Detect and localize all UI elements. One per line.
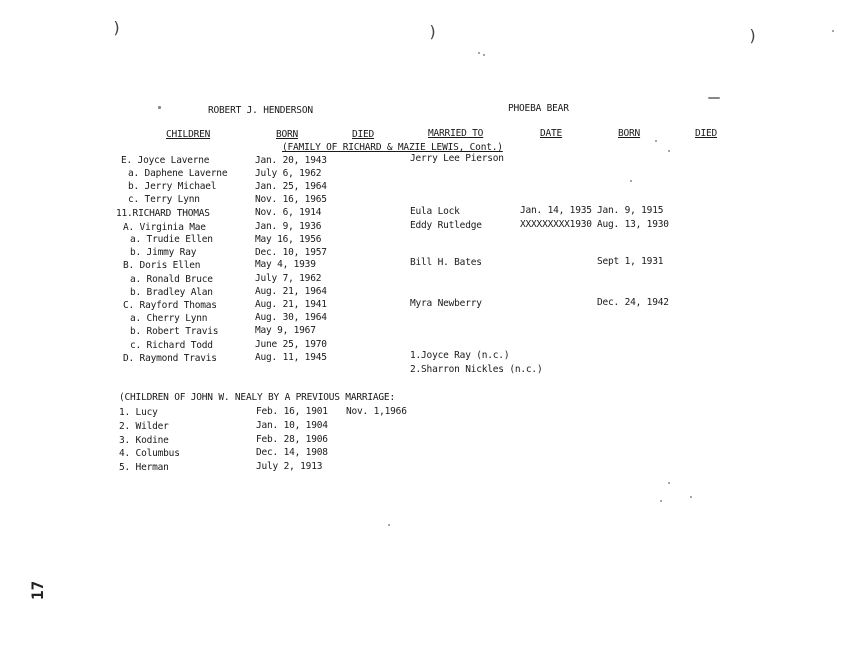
family-caption: (FAMILY OF RICHARD & MAZIE LEWIS, Cont.) xyxy=(282,142,503,153)
spouse-name-2: 2.Sharron Nickles (n.c.) xyxy=(410,364,543,375)
column-date: DATE xyxy=(540,128,563,139)
child-name: a. Ronald Bruce xyxy=(130,274,213,285)
child-name: 3. Kodine xyxy=(119,435,169,446)
birth-date: Aug. 11, 1945 xyxy=(255,352,327,363)
birth-date: Dec. 10, 1957 xyxy=(255,247,327,258)
spouse-birth-date: Jan. 9, 1915 xyxy=(597,205,664,216)
child-name: 11.RICHARD THOMAS xyxy=(116,208,210,219)
death-date: Nov. 1,1966 xyxy=(346,406,407,417)
birth-date: Aug. 30, 1964 xyxy=(255,312,327,323)
birth-date: Feb. 28, 1906 xyxy=(256,434,328,445)
spouse-birth-date: Dec. 24, 1942 xyxy=(597,297,669,308)
child-name: c. Richard Todd xyxy=(130,340,213,351)
spouse-name: Eula Lock xyxy=(410,206,460,217)
spouse-name: 1.Joyce Ray (n.c.) xyxy=(410,350,510,361)
column-died: DIED xyxy=(352,129,375,140)
birth-date: Jan. 10, 1904 xyxy=(256,420,328,431)
child-name: C. Rayford Thomas xyxy=(123,300,217,311)
left-parent-name: ROBERT J. HENDERSON xyxy=(208,105,313,116)
child-name: 1. Lucy xyxy=(119,407,158,418)
spouse-birth-date: Sept 1, 1931 xyxy=(597,256,664,267)
page-number: 17 xyxy=(28,580,47,600)
spouse-name: Eddy Rutledge xyxy=(410,220,482,231)
child-name: E. Joyce Laverne xyxy=(121,155,210,166)
birth-date: Jan. 9, 1936 xyxy=(255,221,322,232)
child-name: b. Robert Travis xyxy=(130,326,219,337)
marriage-date: Jan. 14, 1935 xyxy=(520,205,592,216)
previous-marriage-caption: (CHILDREN OF JOHN W. NEALY BY A PREVIOUS MARRIAGE: xyxy=(119,392,395,403)
child-name: 4. Columbus xyxy=(119,448,180,459)
birth-date: Jan. 25, 1964 xyxy=(255,181,327,192)
column-children: CHILDREN xyxy=(166,129,211,140)
child-name: A. Virginia Mae xyxy=(123,222,206,233)
child-name: 2. Wilder xyxy=(119,421,169,432)
child-name: b. Jerry Michael xyxy=(128,181,217,192)
birth-date: May 9, 1967 xyxy=(255,325,316,336)
punch-hole-mark: ) xyxy=(112,18,122,37)
marriage-date: XXXXXXXXX1930 xyxy=(520,219,592,230)
birth-date: Aug. 21, 1964 xyxy=(255,286,327,297)
birth-date: July 6, 1962 xyxy=(255,168,322,179)
punch-hole-mark: ) xyxy=(748,26,758,45)
child-name: b. Jimmy Ray xyxy=(130,247,197,258)
birth-date: Jan. 20, 1943 xyxy=(255,155,327,166)
column-born: BORN xyxy=(276,129,299,140)
child-name: B. Doris Ellen xyxy=(123,260,201,271)
birth-date: July 2, 1913 xyxy=(256,461,323,472)
child-name: a. Trudie Ellen xyxy=(130,234,213,245)
spouse-birth-date: Aug. 13, 1930 xyxy=(597,219,669,230)
birth-date: Dec. 14, 1908 xyxy=(256,447,328,458)
child-name: b. Bradley Alan xyxy=(130,287,213,298)
birth-date: May 4, 1939 xyxy=(255,259,316,270)
child-name: D. Raymond Travis xyxy=(123,353,217,364)
birth-date: June 25, 1970 xyxy=(255,339,327,350)
birth-date: July 7, 1962 xyxy=(255,273,322,284)
spouse-name: Jerry Lee Pierson xyxy=(410,153,504,164)
right-parent-name: PHOEBA BEAR xyxy=(508,103,569,114)
child-name: c. Terry Lynn xyxy=(128,194,200,205)
column-born-2: BORN xyxy=(618,128,641,139)
birth-date: Nov. 16, 1965 xyxy=(255,194,327,205)
birth-date: Nov. 6, 1914 xyxy=(255,207,322,218)
birth-date: Aug. 21, 1941 xyxy=(255,299,327,310)
birth-date: Feb. 16, 1901 xyxy=(256,406,328,417)
punch-hole-mark: ) xyxy=(428,22,438,41)
spouse-name: Myra Newberry xyxy=(410,298,482,309)
column-died-2: DIED xyxy=(695,128,718,139)
child-name: a. Daphene Laverne xyxy=(128,168,228,179)
spouse-name: Bill H. Bates xyxy=(410,257,482,268)
child-name: a. Cherry Lynn xyxy=(130,313,208,324)
birth-date: May 16, 1956 xyxy=(255,234,322,245)
column-married-to: MARRIED TO xyxy=(428,128,484,139)
child-name: 5. Herman xyxy=(119,462,169,473)
